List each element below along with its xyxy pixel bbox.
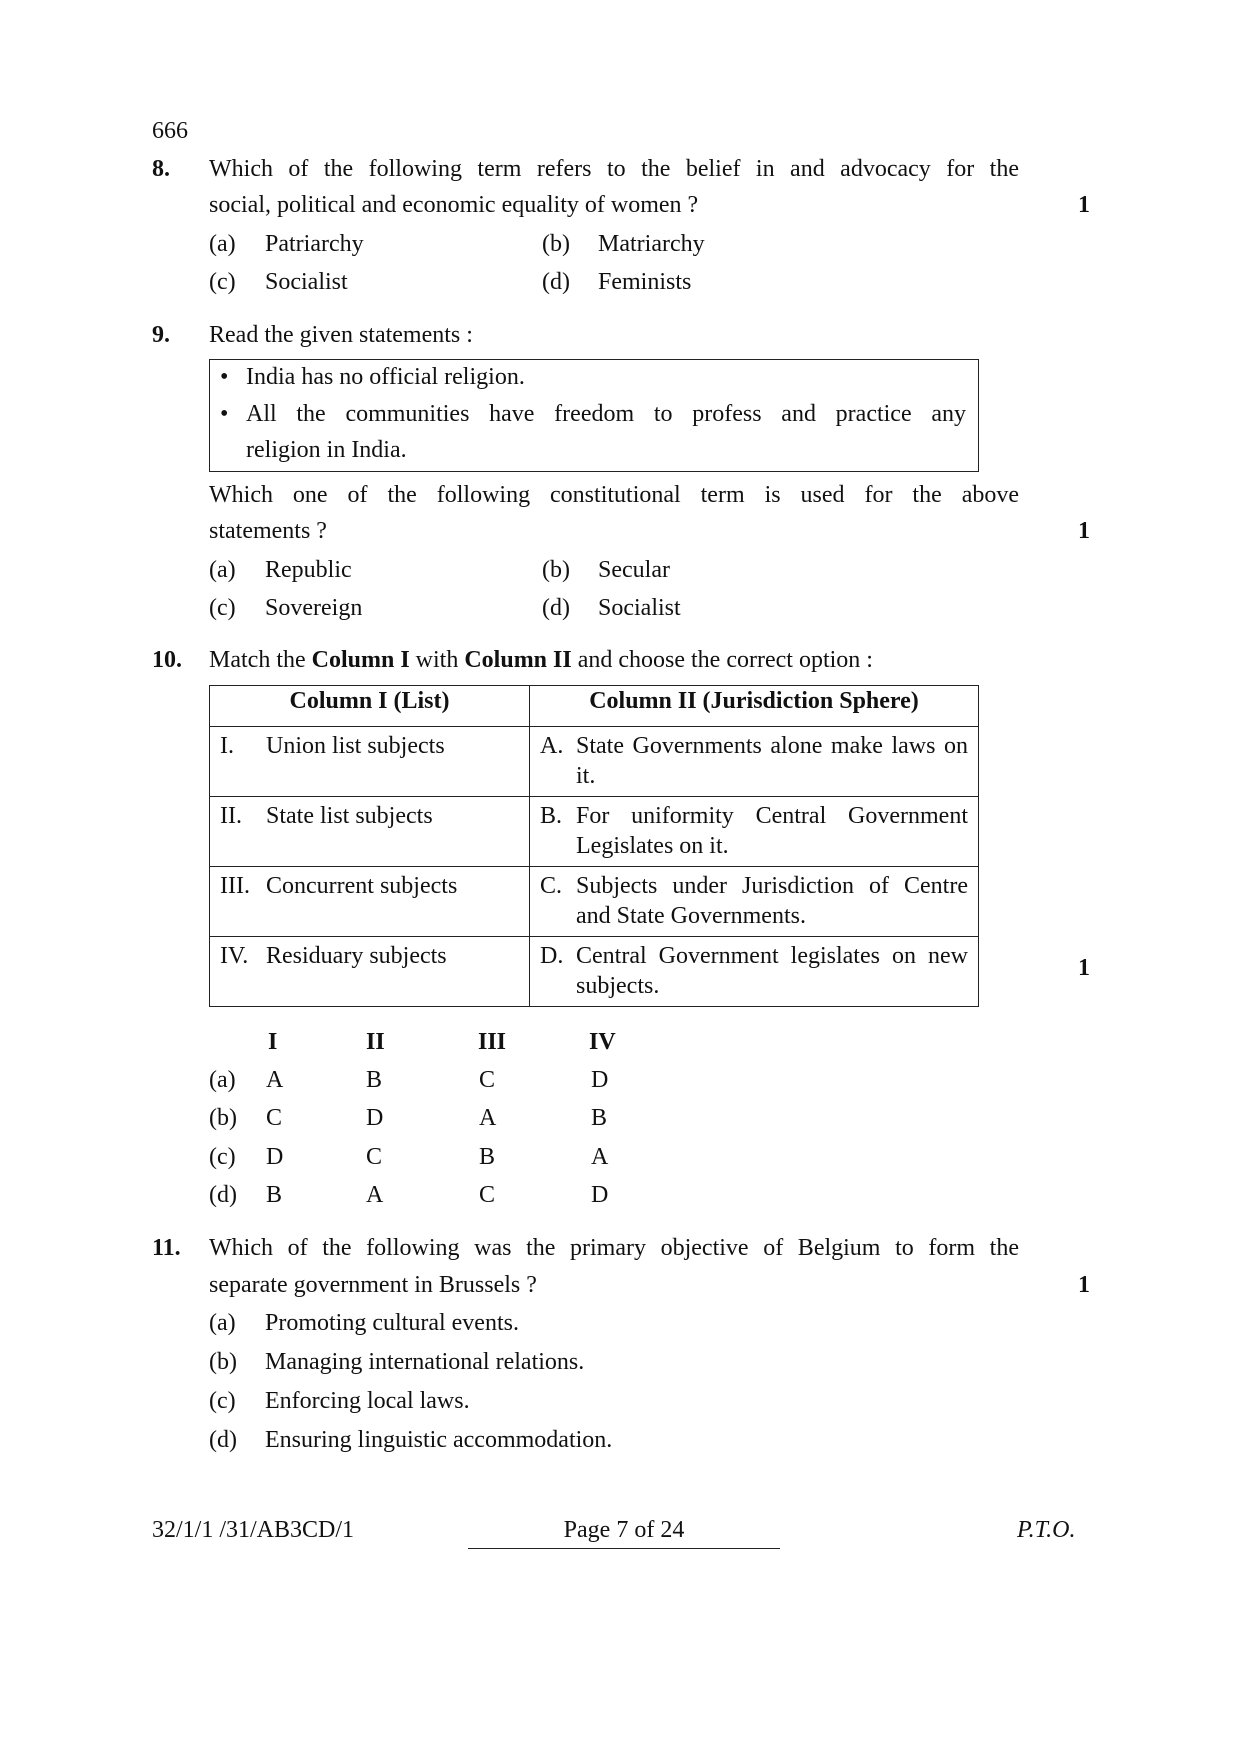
option-label: (c) [209,269,236,295]
intro-text: and choose the correct option : [571,647,873,673]
grid-cell: A [366,1182,384,1208]
grid-cell: D [591,1067,609,1093]
option-text: Patriarchy [265,231,364,257]
question-text-line: Which of the following was the primary objective of Belgium to form the [209,1235,1019,1261]
option-label: (a) [209,231,236,257]
grid-header: I [268,1029,278,1055]
option-text: Feminists [598,269,692,295]
grid-cell: C [479,1182,496,1208]
row-letter: A. [540,733,564,759]
question-text-line: Which of the following term refers to the belief in and advocacy for the [209,156,1019,182]
option-text: Socialist [265,269,348,295]
grid-cell: A [479,1105,497,1131]
marks: 1 [1078,518,1090,544]
statement: India has no official religion. [246,364,525,390]
grid-header: II [366,1029,385,1055]
option-label: (d) [542,269,570,295]
grid-cell: B [366,1067,383,1093]
row-text: For uniformity Central Government Legislates on it. [576,803,968,859]
question-number: 10. [152,647,182,673]
option-text: Matriarchy [598,231,705,257]
grid-header: IV [589,1029,616,1055]
table-cell [210,937,530,1007]
question-intro: Read the given statements : [209,322,473,348]
table-cell [530,867,979,937]
row-text: Subjects under Jurisdiction of Centre and State Governments. [576,873,968,929]
page-number: Page 7 of 24 [563,1517,685,1543]
grid-cell: A [591,1144,609,1170]
table-cell [530,797,979,867]
option-label: (d) [542,595,570,621]
option-label: (d) [209,1427,237,1453]
question-number: 9. [152,322,170,348]
row-letter: C. [540,873,563,899]
page-code: 666 [152,118,188,144]
option-label: (c) [209,1388,236,1414]
row-letter: D. [540,943,564,969]
option-text: Secular [598,557,670,583]
marks: 1 [1078,192,1090,218]
table-row [210,867,979,937]
question-number: 11. [152,1235,181,1261]
table-cell [210,797,530,867]
option-text: Sovereign [265,595,363,621]
option-label: (c) [209,595,236,621]
option-label: (a) [209,1310,236,1336]
grid-cell: A [266,1067,284,1093]
question-intro [209,643,873,677]
table-row [210,937,979,1007]
option-text: Republic [265,557,352,583]
row-text: State list subjects [266,803,433,829]
question-text-line: separate government in Brussels ? [209,1272,537,1298]
intro-text: Match the [209,647,312,673]
option-label: (b) [542,231,570,257]
grid-cell: D [591,1182,609,1208]
table-cell [210,727,530,797]
statement: All the communities have freedom to profess and practice any [246,401,966,427]
row-text: Central Government legislates on new subjects. [576,943,968,999]
option-label: (b) [209,1105,237,1131]
table-cell [530,937,979,1007]
row-text: Residuary subjects [266,943,447,969]
question-text-line: statements ? [209,518,327,544]
pto-label: P.T.O. [1017,1517,1076,1543]
option-text: Ensuring linguistic accommodation. [265,1427,613,1453]
footer-rule [468,1548,780,1549]
column-header: Column I (List) [210,686,530,727]
row-text: State Governments alone make laws on it. [576,733,968,789]
row-numeral: IV. [220,943,249,969]
match-table [209,685,979,1007]
grid-cell: B [266,1182,283,1208]
option-text: Enforcing local laws. [265,1388,470,1414]
grid-cell: C [366,1144,383,1170]
row-numeral: I. [220,733,234,759]
grid-cell: B [479,1144,496,1170]
table-row [210,797,979,867]
intro-bold: Column I [311,647,410,673]
intro-text: with [409,647,465,673]
table-row [210,727,979,797]
column-header: Column II (Jurisdiction Sphere) [530,686,979,727]
option-label: (c) [209,1144,236,1170]
bullet: • [220,364,229,390]
intro-bold: Column II [464,647,572,673]
question-text-line: Which one of the following constitutional term is used for the above [209,482,1019,508]
row-numeral: II. [220,803,242,829]
option-text: Promoting cultural events. [265,1310,519,1336]
marks: 1 [1078,1272,1090,1298]
grid-cell: B [591,1105,608,1131]
option-text: Socialist [598,595,681,621]
question-text-line: social, political and economic equality of women ? [209,192,699,218]
row-text: Union list subjects [266,733,445,759]
grid-cell: C [479,1067,496,1093]
paper-code: 32/1/1 /31/AB3CD/1 [152,1517,355,1543]
grid-cell: D [266,1144,284,1170]
statement: religion in India. [246,437,407,463]
row-numeral: III. [220,873,250,899]
question-number: 8. [152,156,170,182]
option-text: Managing international relations. [265,1349,585,1375]
grid-cell: C [266,1105,283,1131]
marks: 1 [1078,955,1090,981]
option-label: (a) [209,557,236,583]
option-label: (a) [209,1067,236,1093]
table-cell [210,867,530,937]
grid-cell: D [366,1105,384,1131]
table-header-row [210,686,979,727]
option-label: (b) [209,1349,237,1375]
bullet: • [220,401,229,427]
row-letter: B. [540,803,563,829]
table-cell [530,727,979,797]
option-label: (d) [209,1182,237,1208]
row-text: Concurrent subjects [266,873,458,899]
option-label: (b) [542,557,570,583]
grid-header: III [478,1029,507,1055]
